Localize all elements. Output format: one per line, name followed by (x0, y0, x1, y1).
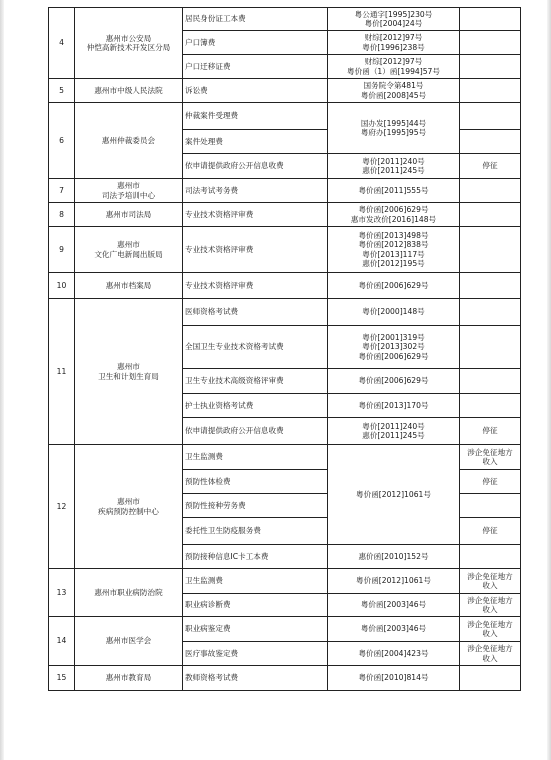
fee-item: 案件处理费 (183, 130, 328, 154)
table-row (49, 8, 521, 31)
policy-document (328, 594, 460, 617)
remark (460, 594, 521, 617)
row-number: 9 (49, 227, 75, 273)
remark (460, 617, 521, 642)
text-line: 国务院令第481号 (363, 81, 424, 91)
table-row (49, 103, 521, 130)
page-edge-left (0, 0, 4, 760)
unit-name (75, 569, 183, 617)
fee-item: 依申请提供政府公开信息收费 (183, 418, 328, 445)
text-line: 粤价函[2012]1061号 (356, 489, 431, 499)
table-row (49, 203, 521, 227)
text-line: 粤价函（1）函[1994]57号 (347, 66, 440, 76)
fee-item: 仲裁案件受理费 (183, 103, 328, 130)
policy-document (328, 103, 460, 154)
text-line: 粤价[2000]148号 (362, 307, 425, 317)
unit-name (75, 179, 183, 203)
text-line: 惠价函[2010]152号 (358, 551, 429, 561)
row-number: 7 (49, 179, 75, 203)
table-row (49, 273, 521, 299)
text-line: 疾病预防控制中心 (98, 506, 159, 516)
remark (460, 55, 521, 79)
fee-item: 卫生监测费 (183, 569, 328, 594)
remark (460, 326, 521, 369)
text-line: 粤府办[1995]95号 (360, 128, 427, 137)
text-line: 粤价函[2012]838号 (358, 240, 429, 250)
text-line: 惠价[2011]245号 (362, 166, 425, 175)
remark (460, 545, 521, 569)
policy-document (328, 445, 460, 545)
text-line: 停征 (482, 161, 498, 171)
policy-document (328, 8, 460, 31)
text-line: 粤价[2004]24号 (364, 19, 423, 28)
remark (460, 518, 521, 545)
text-line: 惠州市 (117, 497, 140, 507)
fee-item: 依申请提供政府公开信息收费 (183, 154, 328, 179)
fee-item: 卫生监测费 (183, 445, 328, 470)
text-line: 仲恺高新技术开发区分局 (86, 43, 171, 52)
text-line: 收入 (482, 457, 498, 466)
remark (460, 666, 521, 691)
row-number: 14 (49, 617, 75, 666)
table-row (49, 79, 521, 103)
unit-name (75, 8, 183, 79)
policy-document (328, 203, 460, 227)
fee-item: 职业病诊断费 (183, 594, 328, 617)
text-line: 粤价函[2003]46号 (360, 624, 427, 634)
unit-name (75, 227, 183, 273)
text-line: 收入 (482, 605, 498, 614)
policy-document (328, 227, 460, 273)
fee-item: 全国卫生专业技术资格考试费 (183, 326, 328, 369)
policy-document (328, 617, 460, 642)
text-line: 涉企免征地方 (467, 595, 513, 605)
text-line: 财综[2012]97号 (364, 57, 423, 67)
fee-item: 户口簿费 (183, 31, 328, 55)
text-line: 粤价函[2006]629号 (358, 205, 429, 215)
table-row (49, 227, 521, 273)
text-line: 惠州市公安局 (105, 33, 152, 43)
text-line: 粤价[2011]240号 (362, 421, 425, 431)
fee-item: 司法考试考务费 (183, 179, 328, 203)
fee-table-body (49, 8, 521, 691)
text-line: 粤价函[2013]170号 (358, 400, 429, 410)
remark (460, 203, 521, 227)
text-line: 粤价[2001]319号 (362, 332, 425, 342)
row-number: 8 (49, 203, 75, 227)
fee-item: 专业技术资格评审费 (183, 203, 328, 227)
text-line: 收入 (482, 653, 498, 663)
text-line: 粤价函[2006]629号 (358, 280, 429, 290)
fee-item: 专业技术资格评审费 (183, 273, 328, 299)
text-line: 粤价函[2012]1061号 (356, 576, 431, 586)
unit-name (75, 299, 183, 445)
remark (460, 79, 521, 103)
text-line: 惠州仲裁委员会 (101, 135, 156, 145)
remark (460, 418, 521, 445)
policy-document (328, 31, 460, 55)
fee-item: 预防性体检费 (183, 470, 328, 494)
policy-document (328, 79, 460, 103)
fee-item: 专业技术资格评审费 (183, 227, 328, 273)
text-line: 财综[2012]97号 (364, 33, 423, 43)
policy-document (328, 545, 460, 569)
text-line: 涉企免征地方 (467, 447, 513, 457)
text-line: 粤价函[2010]814号 (358, 673, 429, 683)
text-line: 粤价函[2004]423号 (358, 648, 429, 658)
remark (460, 8, 521, 31)
row-number: 10 (49, 273, 75, 299)
text-line: 粤价[2013]302号 (362, 342, 425, 352)
policy-document (328, 326, 460, 369)
remark (460, 569, 521, 594)
text-line: 停征 (482, 526, 498, 536)
text-line: 文化广电新闻出版局 (94, 249, 163, 259)
unit-name (75, 103, 183, 179)
text-line: 涉企免征地方 (467, 619, 513, 629)
row-number: 11 (49, 299, 75, 445)
text-line: 收入 (482, 581, 498, 590)
text-line: 惠价[2011]245号 (362, 431, 425, 440)
text-line: 粤价函[2008]45号 (360, 90, 427, 100)
policy-document (328, 418, 460, 445)
text-line: 惠州市教育局 (105, 673, 152, 683)
policy-document (328, 273, 460, 299)
fee-table (48, 7, 521, 691)
unit-name (75, 203, 183, 227)
fee-item: 预防性接种劳务费 (183, 494, 328, 518)
text-line: 粤价[1996]238号 (362, 42, 425, 52)
remark (460, 470, 521, 494)
text-line: 粤价[2011]240号 (362, 156, 425, 166)
text-line: 涉企免征地方 (467, 571, 513, 581)
text-line: 惠州市档案局 (105, 280, 152, 290)
text-line: 惠州市医学会 (105, 636, 152, 646)
row-number: 15 (49, 666, 75, 691)
row-number: 5 (49, 79, 75, 103)
text-line: 粤价函[2006]629号 (358, 351, 429, 361)
fee-item: 委托性卫生防疫服务费 (183, 518, 328, 545)
policy-document (328, 569, 460, 594)
text-line: 司法予培训中心 (101, 190, 156, 200)
table-row (49, 569, 521, 594)
remark (460, 227, 521, 273)
text-line: 粤价函[2013]498号 (358, 230, 429, 240)
policy-document (328, 179, 460, 203)
remark (460, 31, 521, 55)
text-line: 停征 (482, 426, 498, 436)
policy-document (328, 394, 460, 418)
text-line: 惠州市中级人民法院 (94, 85, 163, 95)
text-line: 卫生和计划生育局 (98, 371, 159, 381)
remark (460, 642, 521, 666)
text-line: 惠州市 (117, 181, 140, 191)
text-line: 收入 (482, 629, 498, 638)
fee-item: 护士执业资格考试费 (183, 394, 328, 418)
policy-document (328, 369, 460, 394)
table-row (49, 179, 521, 203)
text-line: 国办发[1995]44号 (360, 118, 427, 128)
policy-document (328, 666, 460, 691)
remark (460, 369, 521, 394)
row-number: 4 (49, 8, 75, 79)
remark (460, 394, 521, 418)
unit-name (75, 273, 183, 299)
text-line: 粤价函[2011]555号 (358, 185, 429, 195)
text-line: 惠州市职业病防治院 (94, 587, 163, 597)
remark (460, 299, 521, 326)
remark (460, 103, 521, 130)
row-number: 12 (49, 445, 75, 569)
text-line: 惠州市 (117, 362, 140, 372)
text-line: 惠价[2012]195号 (362, 258, 425, 268)
fee-item: 职业病鉴定费 (183, 617, 328, 642)
fee-item: 医疗事故鉴定费 (183, 642, 328, 666)
fee-item: 诉讼费 (183, 79, 328, 103)
unit-name (75, 79, 183, 103)
unit-name (75, 617, 183, 666)
text-line: 涉企免征地方 (467, 644, 513, 654)
unit-name (75, 445, 183, 569)
text-line: 惠州市 (117, 240, 140, 250)
fee-item: 医师资格考试费 (183, 299, 328, 326)
remark (460, 273, 521, 299)
fee-item: 居民身份证工本费 (183, 8, 328, 31)
fee-item: 预防接种信息IC卡工本费 (183, 545, 328, 569)
remark (460, 154, 521, 179)
remark (460, 179, 521, 203)
table-row (49, 299, 521, 326)
remark (460, 494, 521, 518)
text-line: 停征 (482, 476, 498, 486)
fee-item: 教师资格考试费 (183, 666, 328, 691)
page-edge-right (547, 0, 551, 760)
remark (460, 445, 521, 470)
table-row (49, 666, 521, 691)
text-line: 粤价函[2003]46号 (360, 600, 427, 610)
table-row (49, 617, 521, 642)
policy-document (328, 299, 460, 326)
fee-item: 卫生专业技术高级资格评审费 (183, 369, 328, 394)
text-line: 粤价函[2006]629号 (358, 376, 429, 386)
text-line: 粤价[2013]117号 (362, 249, 425, 259)
text-line: 惠市发改价[2016]148号 (350, 214, 437, 224)
fee-item: 户口迁移证费 (183, 55, 328, 79)
row-number: 6 (49, 103, 75, 179)
policy-document (328, 642, 460, 666)
unit-name (75, 666, 183, 691)
row-number: 13 (49, 569, 75, 617)
table-row (49, 445, 521, 470)
remark (460, 130, 521, 154)
text-line: 粤公通字[1995]230号 (354, 9, 433, 19)
text-line: 惠州市司法局 (105, 209, 152, 219)
policy-document (328, 154, 460, 179)
policy-document (328, 55, 460, 79)
